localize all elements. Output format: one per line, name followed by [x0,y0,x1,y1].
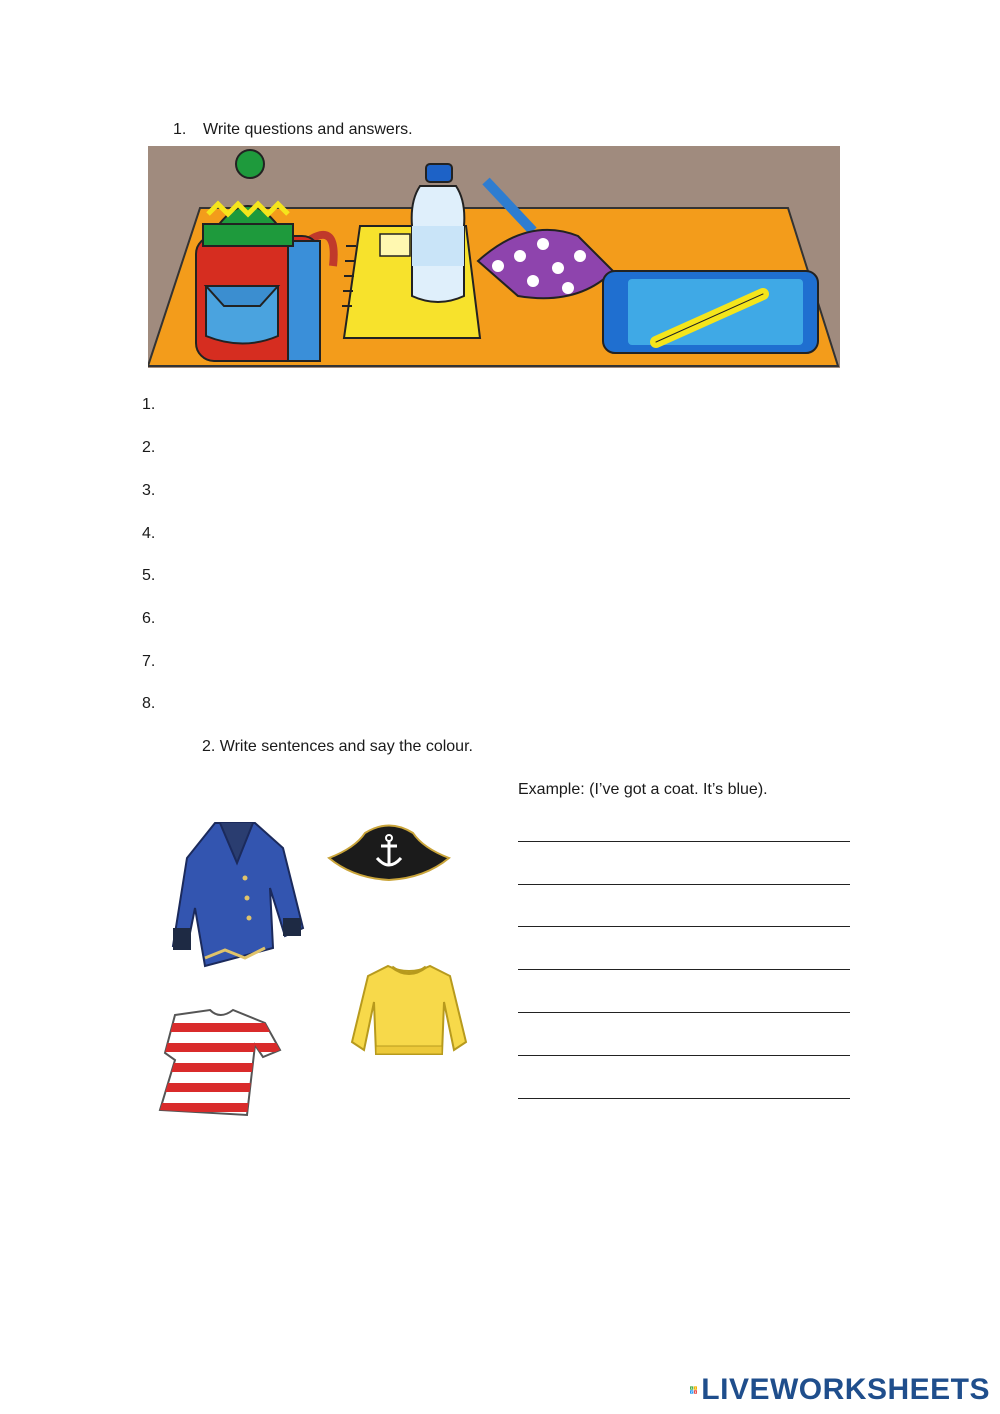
pirate-hat-icon [325,818,453,888]
answer-line[interactable] [518,1098,850,1099]
question-number: 4. [142,525,156,542]
svg-text:V: V [690,1391,693,1395]
coat-icon [165,818,305,978]
answer-line[interactable] [518,841,850,842]
striped-tshirt-icon [155,1005,285,1130]
question-number: 3. [142,482,156,499]
section2-title: 2. Write sentences and say the colour. [202,738,473,755]
section1-title: Write questions and answers. [203,121,413,138]
svg-text:L: L [690,1387,693,1391]
answer-line[interactable] [518,1012,850,1013]
question-number: 8. [142,695,156,712]
section1-number: 1. [173,121,187,138]
question-number: 5. [142,567,156,584]
tablet-icon [603,271,818,353]
question-number: 6. [142,610,156,627]
desk-illustration [148,146,840,368]
svg-text:I: I [695,1387,696,1391]
question-number: 7. [142,653,156,670]
jumper-icon [348,962,470,1062]
question-number: 2. [142,439,156,456]
answer-line[interactable] [518,884,850,885]
logo-badge-icon [690,1378,697,1402]
section1-heading [173,121,413,139]
logo-text: LIVEWORKSHEETS [701,1373,990,1406]
answer-line[interactable] [518,1055,850,1056]
answer-line[interactable] [518,969,850,970]
answer-line[interactable] [518,926,850,927]
question-number: 1. [142,396,156,413]
liveworksheets-logo [690,1372,990,1408]
example-sentence: Example: (I’ve got a coat. It’s blue). [518,781,768,798]
svg-text:E: E [694,1391,697,1395]
